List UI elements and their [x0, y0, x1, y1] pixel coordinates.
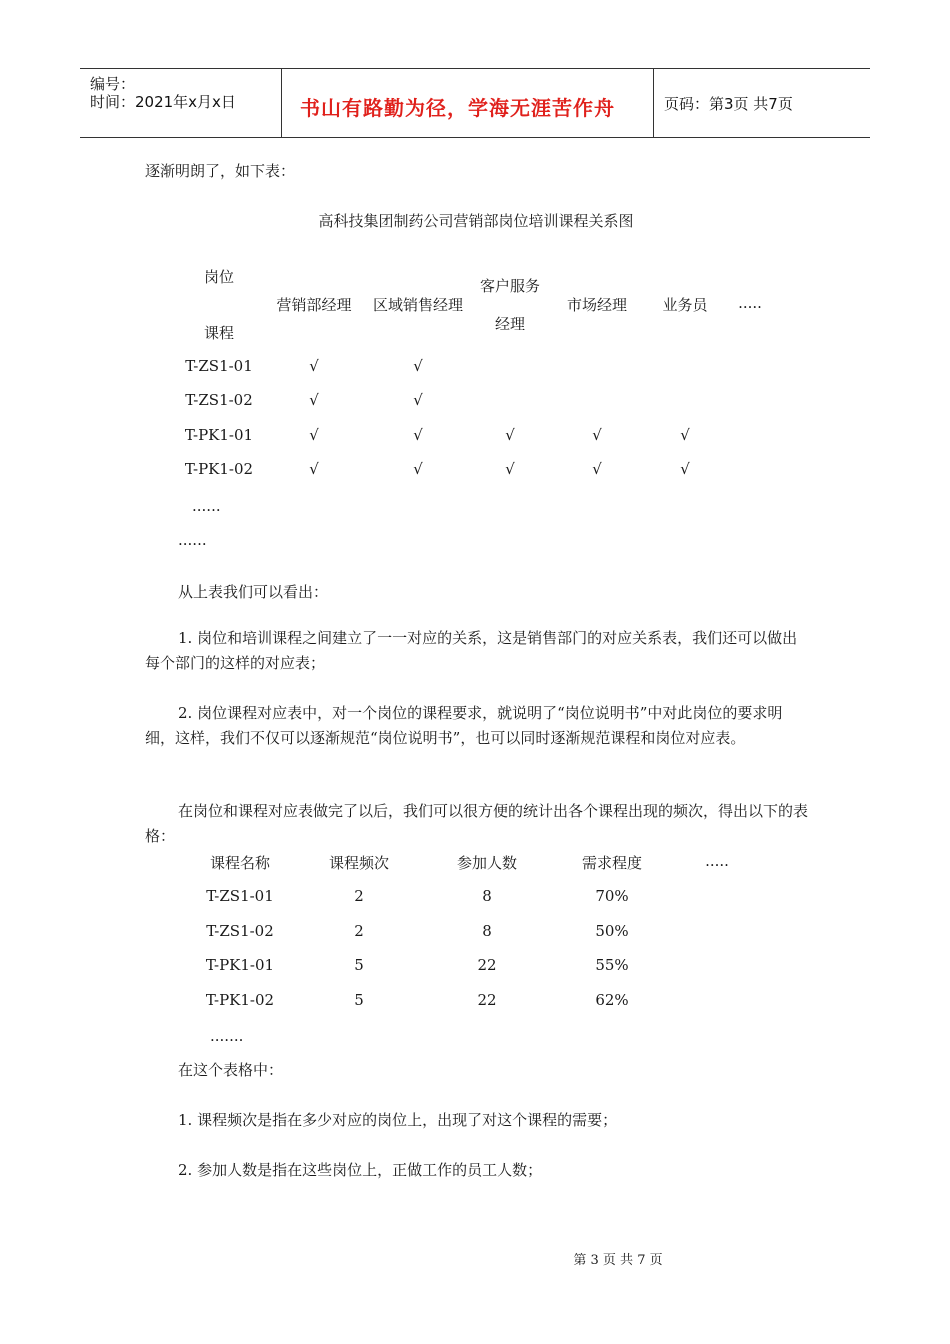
table1-row-code: T-ZS1-01 — [185, 357, 253, 375]
check-mark: √ — [309, 391, 319, 409]
check-mark: √ — [413, 357, 423, 375]
check-mark: √ — [592, 426, 602, 444]
header-divider — [653, 69, 654, 137]
page-header — [80, 68, 870, 138]
paragraph: 2. 岗位课程对应表中，对一个岗位的课程要求，就说明了“岗位说明书”中对此岗位的要求明细，这样，我们不仅可以逐渐规范“岗位说明书”，也可以同时逐渐规范课程和岗位对应表。 — [145, 704, 783, 747]
table2-col-header: 参加人数 — [456, 854, 518, 872]
table1-row-code: T-PK1-01 — [184, 426, 254, 444]
table1-ellipsis: ...... — [192, 497, 221, 515]
table1-col-header: 客户服务 — [479, 277, 541, 295]
table1-row-code: T-PK1-02 — [184, 460, 254, 478]
table1-corner-course: 课程 — [203, 324, 235, 342]
table2-cell: 55% — [595, 956, 629, 974]
check-mark: √ — [413, 426, 423, 444]
paragraph: 从上表我们可以看出： — [178, 583, 329, 601]
page-footer: 第 3 页 共 7 页 — [573, 1253, 663, 1268]
check-mark: √ — [592, 460, 602, 478]
header-divider — [281, 69, 282, 137]
paragraph: 1. 岗位和培训课程之间建立了一一对应的关系，这是销售部门的对应关系表，我们还可以做出每个部门的这样的对应表； — [145, 629, 798, 672]
table2-ellipsis: ....... — [210, 1027, 244, 1045]
intro-text: 逐渐明朗了，如下表： — [145, 162, 296, 180]
table2-cell: 50% — [595, 922, 629, 940]
check-mark: √ — [505, 426, 515, 444]
table2-cell: 62% — [595, 991, 629, 1009]
check-mark: √ — [309, 460, 319, 478]
check-mark: √ — [413, 391, 423, 409]
table1-col-header: 营销部经理 — [276, 296, 352, 314]
check-mark: √ — [413, 460, 423, 478]
table2-col-header: ..... — [705, 852, 729, 870]
table2-cell: 2 — [354, 887, 364, 905]
table2-cell: 70% — [595, 887, 629, 905]
check-mark: √ — [309, 426, 319, 444]
check-mark: √ — [309, 357, 319, 375]
table2-cell: T-PK1-02 — [205, 991, 275, 1009]
table2-cell: 22 — [477, 956, 497, 974]
check-mark: √ — [680, 460, 690, 478]
table1-col-header: 经理 — [494, 315, 526, 333]
document-number-label: 编号： — [90, 75, 136, 93]
table2-cell: 8 — [482, 922, 492, 940]
table2-cell: 2 — [354, 922, 364, 940]
paragraph: 1. 课程频次是指在多少对应的岗位上，出现了对这个课程的需要； — [178, 1111, 618, 1129]
table2-cell: 5 — [354, 991, 364, 1009]
paragraph: 在这个表格中： — [178, 1061, 284, 1079]
table1-col-header: 业务员 — [662, 296, 708, 314]
document-time: 时间：2021年x月x日 — [90, 93, 236, 111]
table2-cell: T-PK1-01 — [205, 956, 275, 974]
table1-col-header: ..... — [738, 294, 762, 312]
table1-ellipsis: ...... — [178, 531, 207, 549]
table1-col-header: 区域销售经理 — [372, 296, 464, 314]
table2-col-header: 课程频次 — [328, 854, 390, 872]
table1-col-header: 市场经理 — [566, 296, 628, 314]
check-mark: √ — [680, 426, 690, 444]
paragraph: 在岗位和课程对应表做完了以后，我们可以很方便的统计出各个课程出现的频次，得出以下的表格： — [145, 802, 809, 845]
table2-cell: 8 — [482, 887, 492, 905]
check-mark: √ — [505, 460, 515, 478]
paragraph: 2. 参加人数是指在这些岗位上，正做工作的员工人数； — [178, 1161, 543, 1179]
table2-cell: T-ZS1-01 — [206, 887, 274, 905]
table2-cell: T-ZS1-02 — [206, 922, 274, 940]
table2-cell: 5 — [354, 956, 364, 974]
header-page-code: 页码：第3页 共7页 — [664, 95, 793, 113]
table2-col-header: 需求程度 — [581, 854, 643, 872]
header-motto: 书山有路勤为径，学海无涯苦作舟 — [300, 96, 615, 120]
table2-cell: 22 — [477, 991, 497, 1009]
table2-col-header: 课程名称 — [209, 854, 271, 872]
table1-row-code: T-ZS1-02 — [185, 391, 253, 409]
table1-corner-position: 岗位 — [203, 268, 235, 286]
table1-title: 高科技集团制药公司营销部岗位培训课程关系图 — [318, 212, 634, 230]
